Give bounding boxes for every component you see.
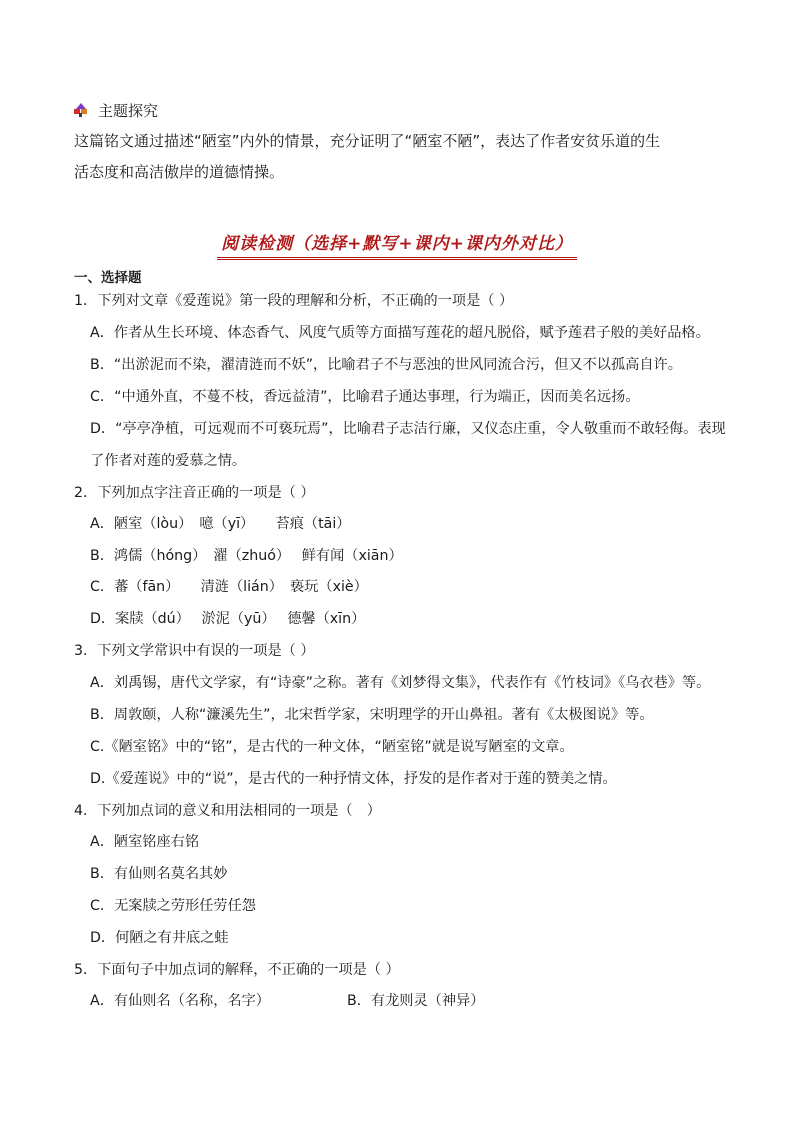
topic-heading-row	[74, 99, 158, 121]
bullet-diamond-icon	[74, 103, 88, 117]
topic-text-line-2: 活态度和高洁傲岸的道德情操。	[74, 163, 285, 181]
question-option: D．何陋之有井底之蛙	[90, 930, 229, 946]
question-option: C．无案牍之劳形任劳任怨	[90, 898, 256, 914]
question-stem: 4．下列加点词的意义和用法相同的一项是（ ）	[74, 803, 381, 819]
section-title	[0, 229, 794, 260]
question-option: B．周敦颐，人称“濂溪先生”，北宋哲学家，宋明理学的开山鼻祖。著有《太极图说》等。	[90, 707, 654, 723]
question-option: C．“中通外直，不蔓不枝，香远益清”，比喻君子通达事理，行为端正，因而美名远扬。	[90, 389, 640, 405]
question-option: C.《陋室铭》中的“铭”，是古代的一种文体，“陋室铭”就是说写陋室的文章。	[90, 739, 574, 755]
question-option: A．作者从生长环境、体态香气、风度气质等方面描写莲花的超凡脱俗，赋予莲君子般的美好品格。	[90, 325, 710, 341]
topic-text-line-1: 这篇铭文通过描述“陋室”内外的情景，充分证明了“陋室不陋”，表达了作者安贫乐道的生	[74, 132, 661, 150]
question-option: A．有仙则名（名称，名字）	[90, 993, 270, 1009]
question-option: A．陋室铭座右铭	[90, 834, 200, 850]
question-option: B．有仙则名莫名其妙	[90, 866, 228, 882]
question-option: D．“亭亭净植，可远观而不可亵玩焉”，比喻君子志洁行廉，又仪态庄重，令人敬重而不敢轻侮。表现	[90, 421, 726, 437]
question-stem: 1．下列对文章《爱莲说》第一段的理解和分析，不正确的一项是（ ）	[74, 293, 514, 309]
question-stem: 2．下列加点字注音正确的一项是（ ）	[74, 485, 315, 501]
section-title-text: 阅读检测（选择+默写+课内+课内外对比）	[217, 229, 577, 260]
question-option: D.《爱莲说》中的“说”，是古代的一种抒情文体，抒发的是作者对于莲的赞美之情。	[90, 771, 617, 787]
question-option: C．蕃（fān） 清涟（lián） 亵玩（xiè）	[90, 579, 368, 595]
question-option: A．刘禹锡，唐代文学家，有“诗豪”之称。著有《刘梦得文集》，代表作有《竹枝词》《乌衣巷》等。	[90, 675, 711, 691]
question-option: A．陋室（lòu） 噫（yī） 苔痕（tāi）	[90, 516, 351, 532]
topic-heading: 主题探究	[98, 101, 159, 120]
question-stem: 3．下列文学常识中有误的一项是（ ）	[74, 643, 315, 659]
question-option: B．有龙则灵（神异）	[347, 993, 485, 1009]
question-option: B．“出淤泥而不染，濯清涟而不妖”，比喻君子不与恶浊的世风同流合污，但又不以孤高自许。	[90, 357, 682, 373]
sub-heading: 一、选择题	[74, 270, 142, 286]
question-option-continued: 了作者对莲的爱慕之情。	[90, 453, 247, 469]
question-option: B．鸿儒（hóng） 濯（zhuó） 鲜有闻（xiān）	[90, 548, 403, 564]
question-option: D．案牍（dú） 淤泥（yū） 德馨（xīn）	[90, 611, 366, 627]
question-stem: 5．下面句子中加点词的解释，不正确的一项是（ ）	[74, 962, 400, 978]
